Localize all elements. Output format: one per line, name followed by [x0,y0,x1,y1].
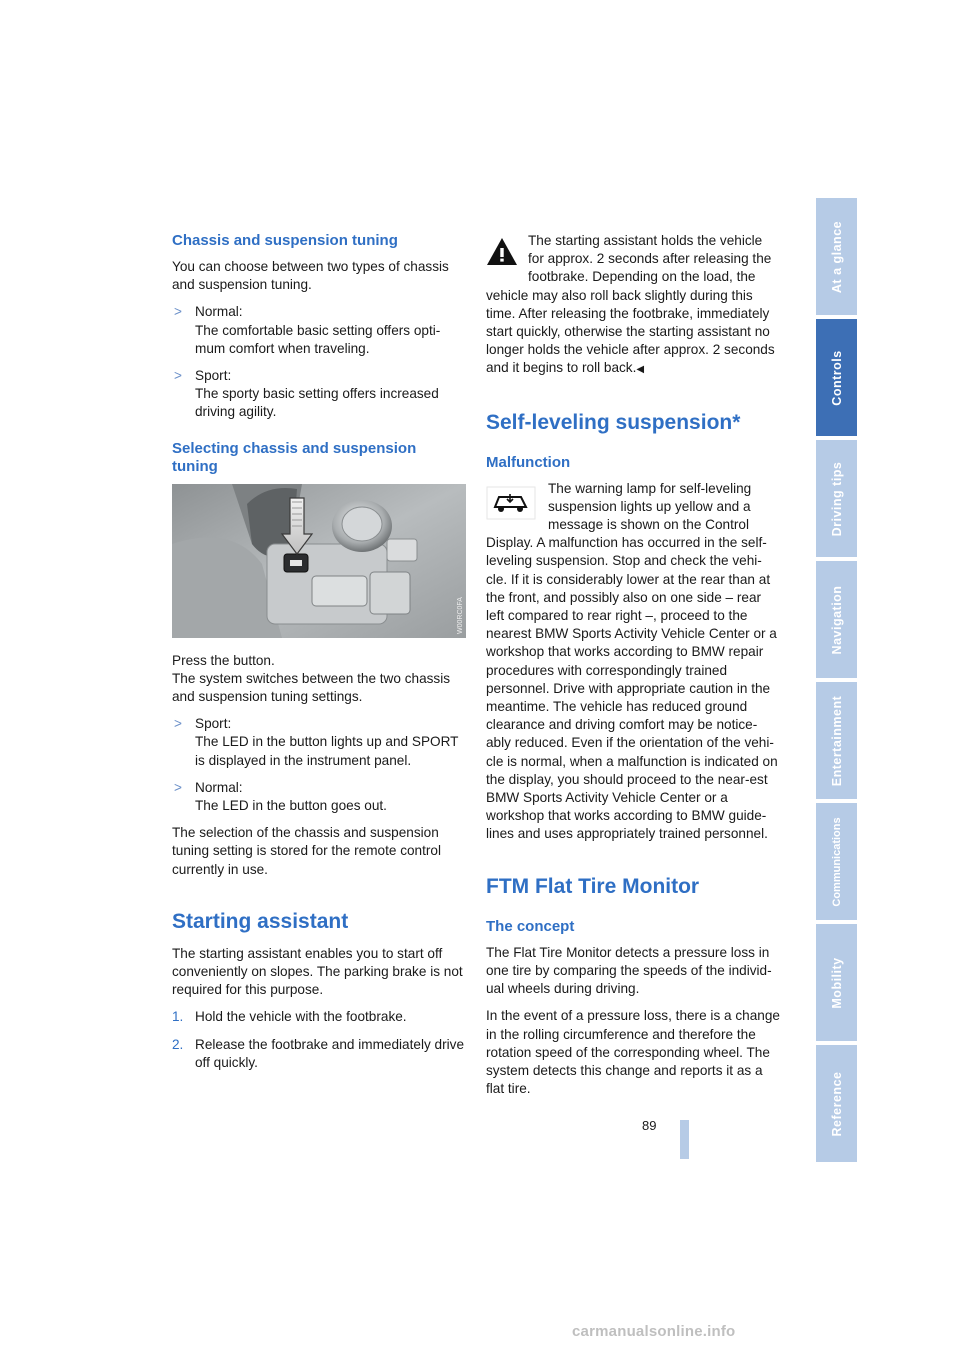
starting-heading: Starting assistant [172,909,349,933]
selecting-list [172,715,466,815]
tab-label: Communications [830,816,843,907]
tab-communications[interactable] [816,803,857,920]
tab-mobility[interactable] [816,924,857,1041]
list-item-text: The LED in the button lights up and SPORT is displayed in the instrument panel. [195,734,459,768]
right-column [486,232,780,1107]
chassis-heading: Chassis and suspension tuning [172,232,398,249]
list-item [172,1008,466,1026]
step-number: 1. [172,1009,184,1025]
list-item-text: The LED in the button goes out. [195,798,387,814]
tab-label: Driving tips [829,461,844,536]
stored-text: The selection of the chassis and suspension tuning setting is stored for the remote control currently in use. [172,825,441,877]
tab-label: Controls [829,349,844,406]
selecting-heading: Selecting chassis and suspension tuning [172,439,417,475]
list-item [172,715,466,770]
list-item [172,367,466,422]
chassis-list [172,303,466,421]
concept-text-1: The Flat Tire Monitor detects a pressure loss in one tire by comparing the speeds of the individ-ual wheels during driving. [486,944,772,997]
self-leveling-heading: Self-leveling suspension* [486,410,741,434]
watermark: carmanualsonline.info [572,1323,736,1340]
list-item-title: > Sport: [195,716,232,732]
list-item-text: The comfortable basic setting offers opti-mum comfort when traveling. [195,322,441,356]
section-tabs [816,198,857,1166]
console-button-photo [172,484,466,638]
starting-intro: The starting assistant enables you to start off conveniently on slopes. The parking brake is not required for this purpose. [172,945,463,998]
tab-label: Navigation [829,585,844,654]
list-item-title: > Sport: [195,368,232,384]
step-number: 2. [172,1036,184,1052]
list-item [172,303,466,358]
list-item-title: > Normal: [195,304,243,320]
list-item [172,779,466,815]
tab-at-a-glance[interactable] [816,198,857,315]
tab-controls[interactable] [816,319,857,436]
left-column [172,232,466,1081]
chassis-intro: You can choose between two types of chassis and suspension tuning. [172,259,449,293]
warning-note [486,232,780,380]
ftm-heading: FTM Flat Tire Monitor [486,874,700,898]
list-item [172,1036,466,1072]
switch-text: The system switches between the two chassis and suspension tuning settings. [172,670,451,705]
page-number: 89 [642,1118,657,1133]
self-leveling-lamp-icon [486,486,536,520]
warning-triangle-icon [486,236,518,268]
malfunction-heading: Malfunction [486,453,571,471]
tab-label: At a glance [829,220,844,293]
tab-label: Reference [829,1071,844,1136]
concept-text-2: In the event of a pressure loss, there is a change in the rolling circumference and therefore the rotation speed of the corresponding wheel. The system detects this change and reports it as a flat tire. [486,1008,780,1097]
malfunction-text: The warning lamp for self-leveling suspension lights up yellow and a message is shown on the Control Display. A malfunction has occurred in the self-leveling suspension. Stop and check the vehi-cle. If it is considerably lower at the rear than at the front, and possibly also on one side – rear left compared to rear right –, proceed to the nearest BMW Sports Activity Vehicle Center or a workshop that works according to BMW repair procedures with correspondingly trained personnel. Drive with appropriate caution in the meantime. The vehicle has reduced ground clearance and driving comfort may be notice-ably reduced. Even if the orientation of the vehi-cle is normal, when a malfunction is indicated on the display, you should proceed to the near-est BMW Sports Activity Vehicle Center or a workshop that works according to BMW guide-lines and uses appropriately trained personnel. [486,480,778,842]
tab-entertainment[interactable] [816,682,857,799]
list-item-title: > Normal: [195,779,243,795]
starting-steps [172,1008,466,1072]
end-mark-icon: ◀ [636,364,645,376]
step-text: Release the footbrake and immediately drive off quickly. [195,1036,465,1070]
step-text: Hold the vehicle with the footbrake. [195,1009,407,1025]
page-number-bar [680,1120,689,1159]
press-text: Press the button. [172,652,275,668]
concept-heading: The concept [486,917,575,935]
warning-text: The starting assistant holds the vehicle for approx. 2 seconds after releasing the footbrake. Depending on the load, the vehicle may also roll back slightly during this time. After releasing the footbrake, immediately start quickly, otherwise the starting assistant no longer holds the vehicle after approx. 2 seconds and it begins to roll back. [486,233,775,376]
tab-driving-tips[interactable] [816,440,857,557]
photo-code: W00RC0FA [457,596,464,634]
list-item-text: The sporty basic setting offers increased driving agility. [195,386,439,420]
tab-reference[interactable] [816,1045,857,1162]
malfunction-paragraph [486,480,780,844]
tab-label: Mobility [829,956,844,1009]
tab-label: Entertainment [829,695,844,786]
tab-navigation[interactable] [816,561,857,678]
